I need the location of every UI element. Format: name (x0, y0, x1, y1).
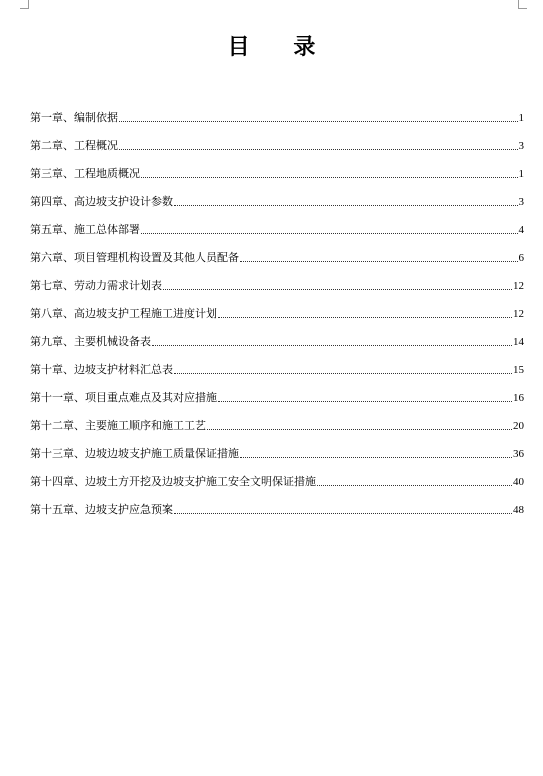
toc-entry-label: 第七章、劳动力需求计划表 (30, 279, 162, 292)
toc-entry-label: 第一章、编制依据 (30, 111, 118, 124)
toc-leader-dots (174, 372, 512, 374)
toc-entry[interactable] (30, 209, 524, 237)
toc-entry-label: 第二章、工程概况 (30, 139, 118, 152)
toc-leader-dots (141, 176, 518, 178)
toc-entry[interactable] (30, 489, 524, 517)
toc-entry[interactable] (30, 377, 524, 405)
toc-entry-page: 3 (518, 140, 524, 152)
toc-entry-page: 4 (518, 224, 524, 236)
toc-entry-label: 第八章、高边坡支护工程施工进度计划 (30, 307, 217, 320)
toc-leader-dots (218, 400, 512, 402)
toc-entry-label: 第三章、工程地质概况 (30, 167, 140, 180)
toc-entry-label: 第十五章、边坡支护应急预案 (30, 503, 173, 516)
toc-entry-page: 6 (518, 252, 524, 264)
toc-entry-label: 第四章、高边坡支护设计参数 (30, 195, 173, 208)
toc-entry[interactable] (30, 125, 524, 153)
toc-leader-dots (317, 484, 512, 486)
toc-entry[interactable] (30, 237, 524, 265)
toc-leader-dots (163, 288, 512, 290)
toc-entry-label: 第十章、边坡支护材料汇总表 (30, 363, 173, 376)
toc-entry[interactable] (30, 97, 524, 125)
toc-entry-page: 1 (518, 112, 524, 124)
toc-entry[interactable] (30, 405, 524, 433)
toc-entry-page: 36 (513, 448, 524, 460)
toc-entry-label: 第十四章、边坡土方开挖及边坡支护施工安全文明保证措施 (30, 475, 316, 488)
toc-entry-page: 1 (518, 168, 524, 180)
toc-leader-dots (240, 260, 518, 262)
toc-entry[interactable] (30, 293, 524, 321)
toc-entry-page: 14 (513, 336, 524, 348)
table-of-contents (30, 97, 524, 517)
crop-mark-top-right (518, 0, 527, 9)
toc-entry-label: 第六章、项目管理机构设置及其他人员配备 (30, 251, 239, 264)
toc-entry[interactable] (30, 321, 524, 349)
toc-leader-dots (141, 232, 518, 234)
toc-entry-page: 12 (513, 308, 524, 320)
toc-leader-dots (174, 512, 512, 514)
toc-entry-page: 16 (513, 392, 524, 404)
toc-entry[interactable] (30, 181, 524, 209)
page-title: 目 录 (227, 35, 334, 60)
toc-leader-dots (152, 344, 512, 346)
toc-entry-page: 20 (513, 420, 524, 432)
toc-entry[interactable] (30, 461, 524, 489)
toc-leader-dots (174, 204, 518, 206)
toc-leader-dots (119, 148, 518, 150)
toc-entry[interactable] (30, 153, 524, 181)
toc-entry-label: 第十一章、项目重点难点及其对应措施 (30, 391, 217, 404)
toc-leader-dots (119, 120, 518, 122)
toc-entry-label: 第十二章、主要施工顺序和施工工艺 (30, 419, 206, 432)
toc-entry-page: 48 (513, 504, 524, 516)
toc-entry[interactable] (30, 349, 524, 377)
toc-leader-dots (207, 428, 512, 430)
toc-entry-page: 15 (513, 364, 524, 376)
toc-entry-page: 3 (518, 196, 524, 208)
toc-leader-dots (218, 316, 512, 318)
toc-leader-dots (240, 456, 512, 458)
toc-entry[interactable] (30, 433, 524, 461)
toc-entry-page: 40 (513, 476, 524, 488)
crop-mark-top-left (20, 0, 29, 9)
toc-entry-label: 第十三章、边坡边坡支护施工质量保证措施 (30, 447, 239, 460)
toc-entry[interactable] (30, 265, 524, 293)
toc-entry-label: 第九章、主要机械设备表 (30, 335, 151, 348)
toc-entry-page: 12 (513, 280, 524, 292)
toc-entry-label: 第五章、施工总体部署 (30, 223, 140, 236)
